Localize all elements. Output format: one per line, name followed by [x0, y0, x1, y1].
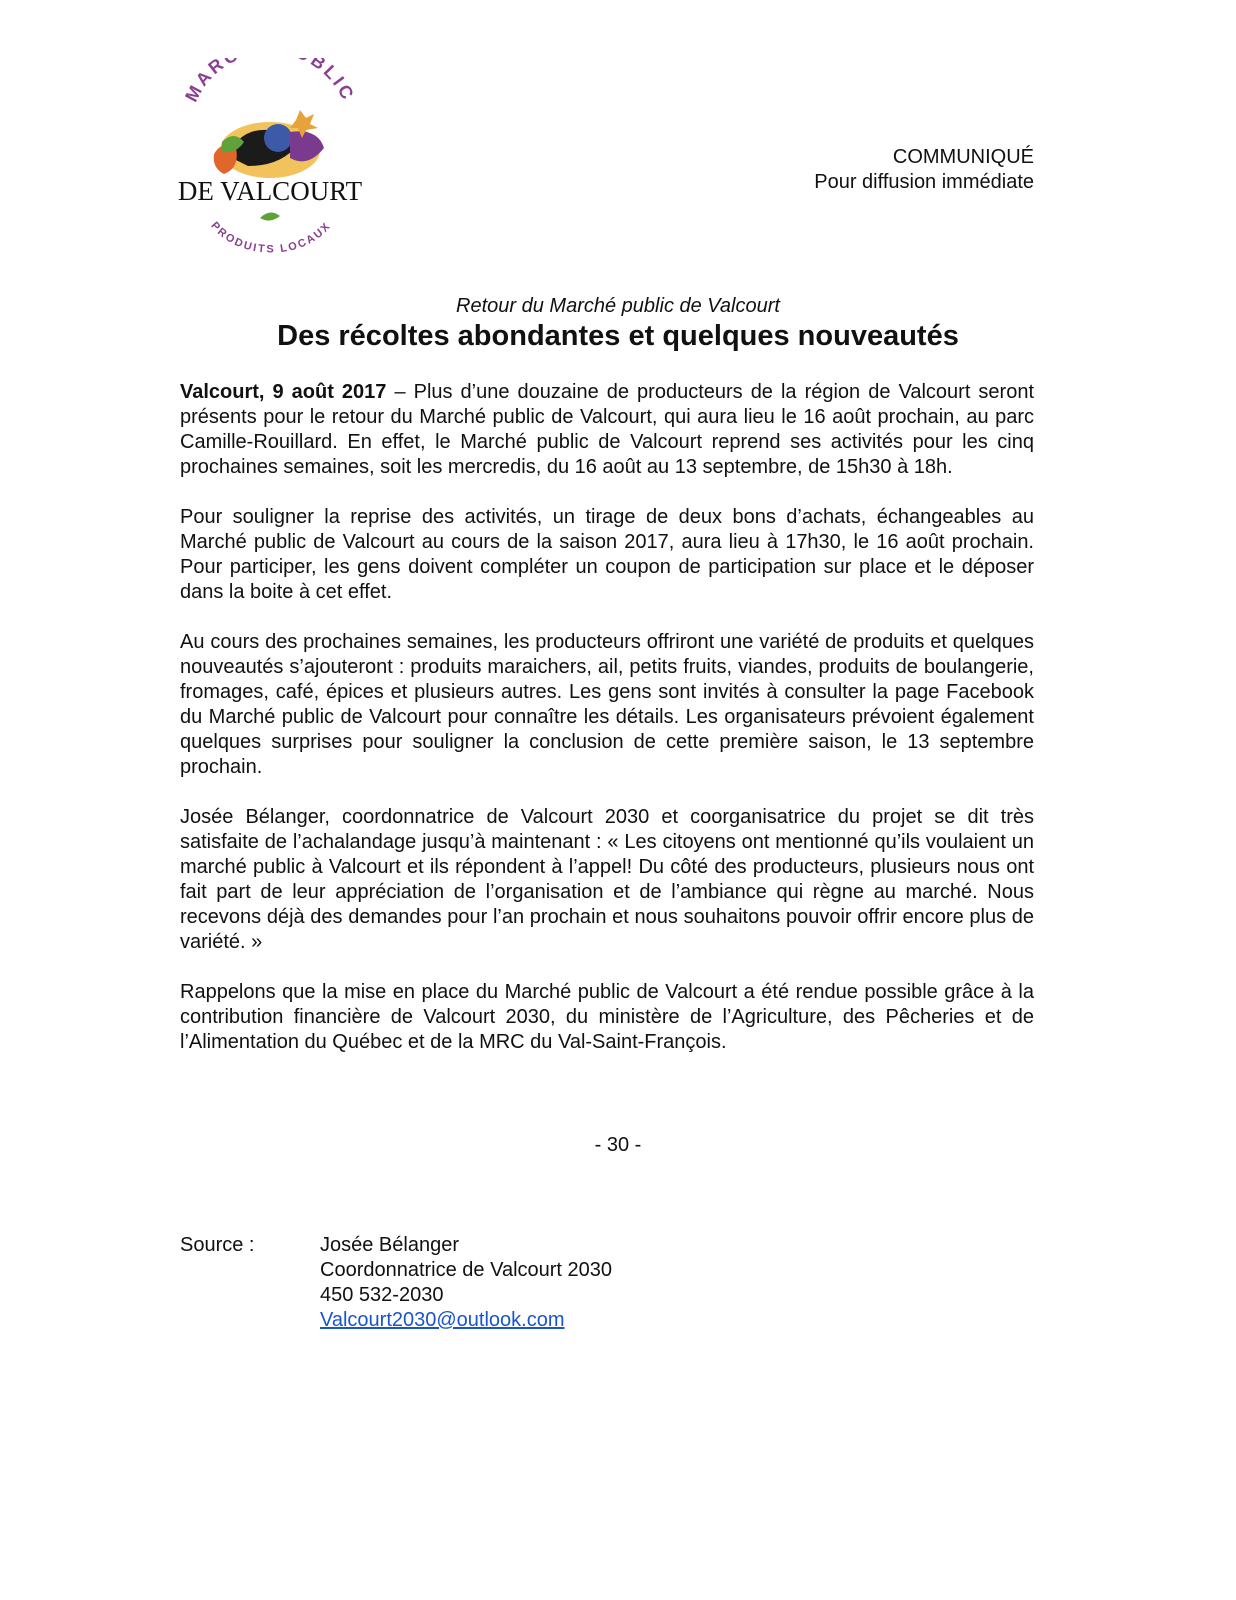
paragraph-5: Rappelons que la mise en place du Marché public de Valcourt a été rendue possible grâce à la contribution financière de Valcourt 2030, du ministère de l’Agriculture, des Pêcheries et de l’Alimentation du Québec et de la MRC du Val-Saint-François. — [180, 981, 1034, 1053]
source-email-link[interactable]: Valcourt2030@outlook.com — [320, 1309, 565, 1331]
paragraph-1-text: – Plus d’une douzaine de producteurs de la région de Valcourt seront présents pour le retour du Marché public de Valcourt, qui aura lieu le 16 août prochain, au parc Camille-Rouillard. En effet, le Marché public de Valcourt reprend ses activités pour les cinq prochaines semaines, soit les mercredis, du 16 août au 13 septembre, de 15h30 à 18h. — [180, 381, 1034, 478]
logo — [178, 58, 362, 258]
release-header — [814, 145, 1034, 195]
logo-arc-text: MAR BLIC — [181, 58, 359, 105]
source-phone: 450 532-2030 — [320, 1284, 444, 1306]
paragraph-1 — [180, 380, 1034, 480]
paragraph-2: Pour souligner la reprise des activités, un tirage de deux bons d’achats, échangeables au Marché public de Valcourt au cours de la saison 2017, aura lieu à 17h30, le 16 août prochain. Pour participer, les gens doivent compléter un coupon de participation sur place et le déposer dans la boite à cet effet. — [180, 506, 1034, 603]
kicker: Retour du Marché public de Valcourt — [456, 295, 780, 317]
release-type: COMMUNIQUÉ — [892, 146, 1034, 168]
release-note: Pour diffusion immédiate — [814, 171, 1034, 193]
source-name: Josée Bélanger — [320, 1234, 459, 1256]
source-details — [320, 1233, 612, 1333]
paragraph-3: Au cours des prochaines semaines, les producteurs offriront une variété de produits et quelques nouveautés s’ajouteront : produits maraichers, ail, petits fruits, viandes, produits de boulangerie, fromages, café, épices et plusieurs autres. Les gens sont invités à consulter la page Facebook du Marché public de Valcourt pour connaître les détails. Les organisateurs prévoient également quelques surprises pour souligner la conclusion de cette première saison, le 13 septembre prochain. — [180, 631, 1034, 778]
source-label: Source : — [180, 1234, 255, 1256]
produce-illustration — [214, 110, 324, 178]
source-title: Coordonnatrice de Valcourt 2030 — [320, 1259, 613, 1281]
logo-main-text: DE VALCOURT — [178, 176, 362, 206]
paragraph-4: Josée Bélanger, coordonnatrice de Valcourt 2030 et coorganisatrice du projet se dit très satisfaite de l’achalandage jusqu’à maintenant : « Les citoyens ont mentionné qu’ils voulaient un marché public à Valcourt et ils répondent à l’appel! Du côté des producteurs, plusieurs nous ont fait part de leur appréciation de l’organisation et de l’ambiance qui règne au marché. Nous recevons déjà des demandes pour l’an prochain et nous souhaitons pouvoir offrir encore plus de variété. » — [180, 806, 1034, 953]
headline: Des récoltes abondantes et quelques nouveautés — [277, 320, 959, 352]
end-mark: - 30 - — [594, 1134, 642, 1156]
logo-graphic — [178, 58, 362, 258]
leaf-icon — [260, 212, 280, 220]
logo-sub-text: PRODUITS LOCAUX — [208, 219, 334, 256]
dateline: Valcourt, 9 août 2017 — [180, 381, 387, 403]
article-body — [180, 380, 1034, 1080]
